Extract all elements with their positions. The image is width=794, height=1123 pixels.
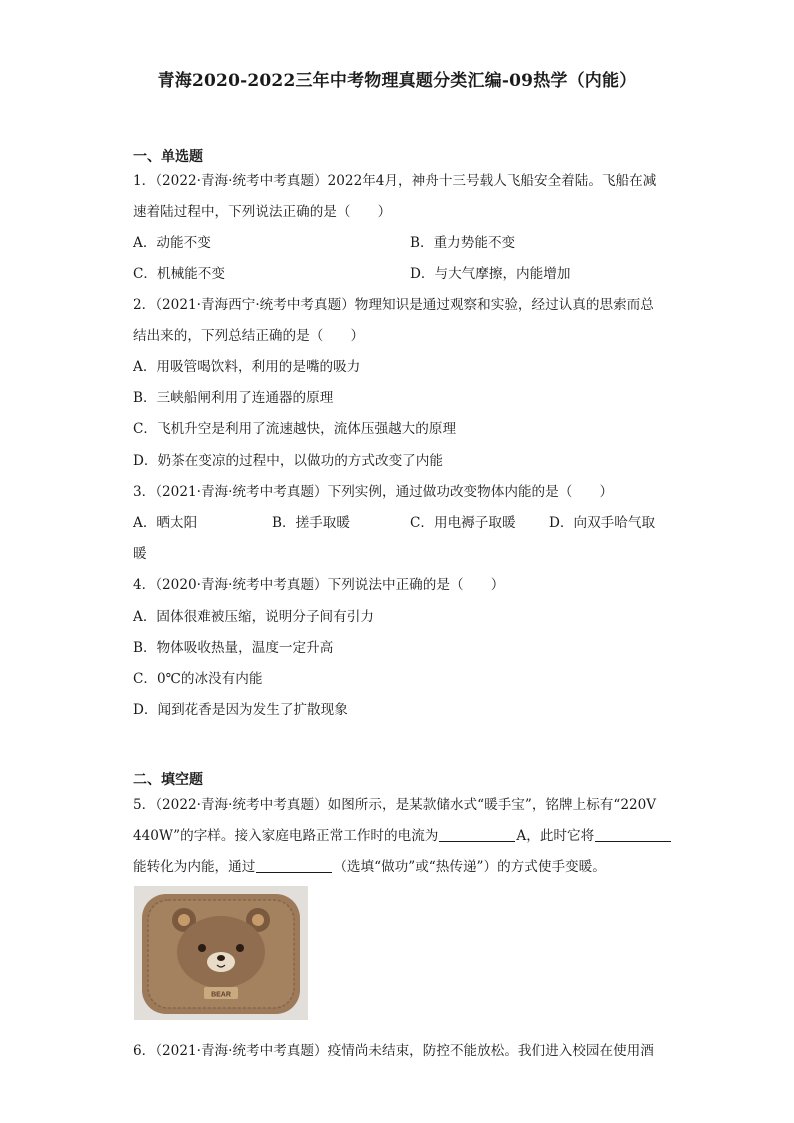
q3-option-a: A．晒太阳: [133, 515, 198, 531]
hand-warmer-illustration: [134, 886, 308, 1020]
q5-stem-line2: [133, 827, 661, 845]
q1-option-a: A．动能不变: [133, 235, 211, 251]
q5-stem-line3: [133, 858, 661, 876]
q5-blank-method[interactable]: [256, 858, 332, 873]
q3-option-d-continued: 暖: [133, 546, 147, 562]
q1-option-b: B．重力势能不变: [410, 235, 516, 251]
q2-option-c: C．飞机升空是利用了流速越快，流体压强越大的原理: [133, 421, 457, 437]
q2-option-d: D．奶茶在变凉的过程中，以做功的方式改变了内能: [133, 453, 443, 469]
section-heading-fill-blank: 二、填空题: [133, 772, 203, 788]
q4-option-a: A．固体很难被压缩，说明分子间有引力: [133, 609, 374, 625]
section-heading-single-choice: 一、单选题: [133, 149, 203, 165]
q5-stem-line1: 5．（2022·青海·统考中考真题）如图所示，是某款储水式“暖手宝”，铭牌上标有“220V: [133, 797, 657, 813]
q6-stem-line1: 6．（2021·青海·统考中考真题）疫情尚未结束，防控不能放松。我们进入校园在使用酒: [133, 1043, 654, 1059]
bear-label-text: BEAR: [211, 991, 231, 999]
q1-option-d: D．与大气摩擦，内能增加: [410, 266, 571, 282]
q1-stem-line1: 1．（2022·青海·统考中考真题）2022年4月，神舟十三号载人飞船安全着陆。飞船在减: [133, 173, 657, 189]
q5-line3-text-a: 能转化为内能，通过: [133, 859, 256, 875]
q5-blank-energy-form[interactable]: [595, 827, 671, 842]
q5-line2-text-a: 440W”的字样。接入家庭电路正常工作时的电流为: [133, 828, 439, 844]
q3-option-d: D．向双手哈气取: [549, 515, 656, 531]
q1-option-c: C．机械能不变: [133, 266, 225, 282]
q3-stem-line1: 3．（2021·青海·统考中考真题）下列实例，通过做功改变物体内能的是（ ）: [133, 484, 614, 500]
page-title: 青海2020-2022三年中考物理真题分类汇编-09热学（内能）: [157, 71, 637, 91]
q2-option-a: A．用吸管喝饮料，利用的是嘴的吸力: [133, 359, 361, 375]
bear-left-eye: [198, 944, 206, 952]
q2-stem-line1: 2．（2021·青海西宁·统考中考真题）物理知识是通过观察和实验，经过认真的思索而总: [133, 297, 654, 313]
q5-line2-text-b: A，此时它将: [516, 828, 595, 844]
hand-warmer-figure: [134, 886, 308, 1020]
q4-stem-line1: 4．（2020·青海·统考中考真题）下列说法中正确的是（ ）: [133, 577, 505, 593]
bear-right-eye: [236, 944, 244, 952]
q5-line3-text-b: （选填“做功”或“热传递”）的方式使手变暖。: [333, 859, 606, 875]
q4-option-b: B．物体吸收热量，温度一定升高: [133, 640, 334, 656]
q5-blank-current[interactable]: [439, 827, 515, 842]
q4-option-c: C．0℃的冰没有内能: [133, 671, 263, 687]
q1-stem-line2: 速着陆过程中，下列说法正确的是（ ）: [133, 204, 392, 220]
q2-stem-line2: 结出来的，下列总结正确的是（ ）: [133, 328, 365, 344]
q3-option-c: C．用电褥子取暖: [410, 515, 516, 531]
q4-option-d: D．闻到花香是因为发生了扩散现象: [133, 702, 348, 718]
q3-option-b: B．搓手取暖: [272, 515, 350, 531]
q2-option-b: B．三峡船闸利用了连通器的原理: [133, 390, 334, 406]
